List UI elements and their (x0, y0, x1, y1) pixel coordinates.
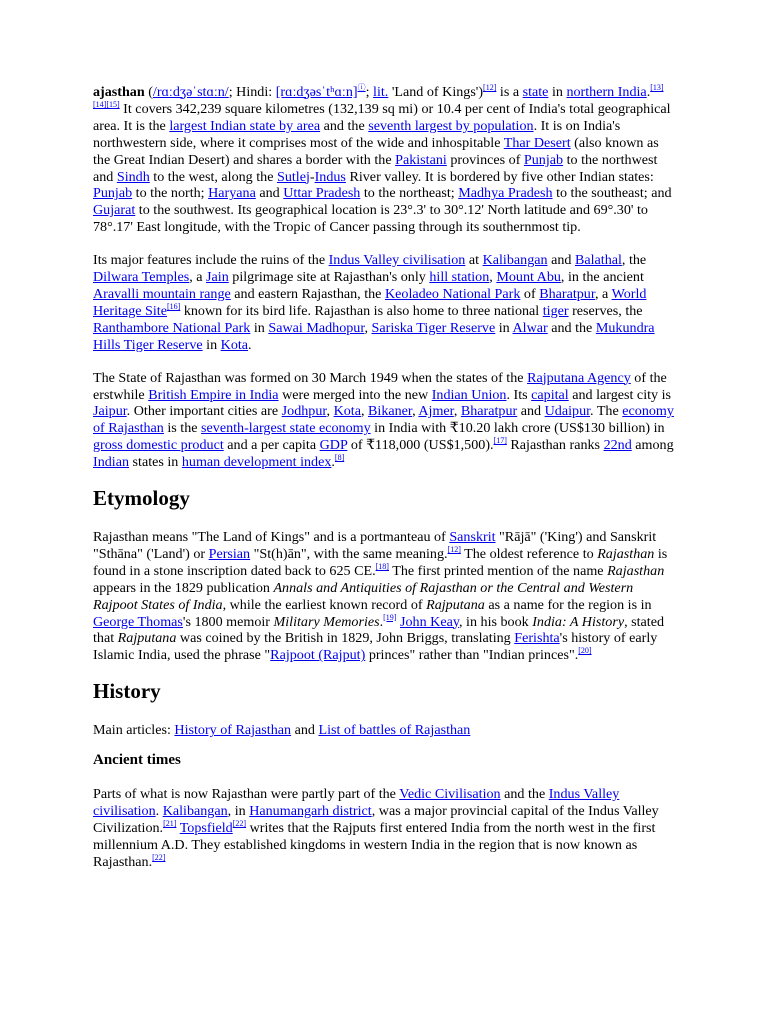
link-northern-india[interactable]: northern India (566, 84, 647, 100)
lead-paragraph (93, 84, 675, 236)
link-mount-abu[interactable]: Mount Abu (496, 269, 561, 286)
citation-link[interactable]: [20] (578, 646, 592, 656)
link-thar-desert[interactable]: Thar Desert (503, 134, 571, 151)
text: is the (163, 420, 202, 437)
link-balathal[interactable]: Balathal (574, 252, 622, 269)
link-gdp[interactable]: GDP (319, 437, 348, 454)
link-tiger[interactable]: tiger (542, 302, 569, 319)
text: - (309, 168, 315, 185)
italic-text: Rajputana (117, 630, 177, 647)
text: of (520, 285, 540, 302)
text: Rajasthan ranks (506, 437, 604, 454)
link-keoladeo[interactable]: Keoladeo National Park (384, 285, 521, 302)
text: (also known as the Great Indian Desert) and shares a border with the (93, 134, 659, 168)
link-sawai-madhopur[interactable]: Sawai Madhopur (268, 319, 365, 336)
italic-text: Rajasthan (607, 562, 665, 579)
text: among (631, 437, 674, 454)
text: is a (496, 84, 523, 100)
link-haryana[interactable]: Haryana (208, 185, 256, 202)
text: , (412, 403, 419, 420)
italic-text: Rajputana (426, 596, 485, 613)
link-aravalli[interactable]: Aravalli mountain range (93, 285, 231, 302)
text: and eastern Rajasthan, the (230, 285, 385, 302)
citation-link[interactable]: [21] (163, 819, 177, 828)
link-indus-valley[interactable]: Indus Valley civilisation (328, 252, 466, 269)
hindi-ipa-link[interactable]: [rɑːdʒəsˈtʰɑːn] (275, 84, 358, 100)
text: , (326, 403, 334, 420)
text: at (465, 252, 483, 269)
text: states in (129, 454, 182, 471)
text: . Other important cities are (126, 403, 282, 420)
heading-etymology: Etymology (93, 486, 190, 511)
link-indian-union[interactable]: Indian Union (431, 386, 507, 403)
text: and (517, 403, 545, 420)
text: The oldest reference to (460, 545, 598, 562)
text: were merged into the new (278, 386, 432, 403)
text: Its major features include the ruins of the (93, 252, 329, 269)
text: , stated that (93, 613, 664, 647)
text: , (489, 269, 497, 286)
text: The first printed mention of the name (388, 562, 608, 579)
text: Main articles: (93, 722, 175, 739)
text: pilgrimage site at Rajasthan's only (228, 269, 430, 286)
link-ranthambore[interactable]: Ranthambore National Park (93, 319, 251, 336)
text: as a name for the region is in (484, 596, 652, 613)
text: writes that the Rajputs first entered India from the north west in the first millennium A.D. They established kingdoms in western India in the region that is now known as Rajasthan. (93, 820, 656, 870)
link-persian[interactable]: Persian (208, 545, 251, 562)
text: , (364, 319, 372, 336)
text: and the (320, 117, 369, 134)
ancient-paragraph (93, 786, 675, 871)
citation-link[interactable]: [22] (232, 819, 247, 828)
text: in (202, 336, 221, 353)
text: . It is on India's northwestern side, where it comprises most of the wide and inhospitable (93, 117, 621, 151)
text: to the west, along the (149, 168, 277, 185)
text: , (360, 403, 369, 420)
text: 's history of early Islamic India, used the phrase " (93, 630, 658, 664)
link-jaipur[interactable]: Jaipur (93, 403, 127, 420)
citation-link[interactable]: [22] (152, 852, 166, 862)
text: , (453, 403, 461, 420)
link-22nd[interactable]: 22nd (603, 437, 632, 454)
link-george-thomas[interactable]: George Thomas (93, 613, 183, 630)
citation-link[interactable]: [19] (383, 612, 397, 622)
text: and the (547, 319, 596, 336)
text: , in (227, 803, 250, 820)
text: in (548, 84, 567, 100)
text: 'Land of Kings') (388, 84, 484, 100)
link-kota-city[interactable]: Kota (333, 403, 361, 420)
text: . (646, 84, 651, 100)
text: ( (144, 84, 153, 100)
text: provinces of (446, 151, 524, 168)
text: of the erstwhile (93, 369, 667, 403)
link-bharatpur-city[interactable]: Bharatpur (460, 403, 518, 420)
link-literally[interactable]: lit. (373, 84, 389, 100)
text: . (248, 336, 252, 353)
text: . The (590, 403, 623, 420)
link-sutlej[interactable]: Sutlej (277, 168, 310, 185)
text: It covers 342,239 square kilometres (132,139 sq mi) or 10.4 per cent of India's total geographical area. It is the (93, 100, 671, 134)
link-ajmer[interactable]: Ajmer (418, 403, 454, 420)
citation-link[interactable]: [17] (493, 436, 507, 446)
link-hdi[interactable]: human development index (181, 454, 332, 471)
link-mukundra[interactable]: Mukundra Hills Tiger Reserve (93, 319, 655, 353)
link-alwar[interactable]: Alwar (512, 319, 548, 336)
link-bharatpur[interactable]: Bharatpur (539, 285, 595, 302)
citation-link[interactable]: [16] (166, 301, 181, 311)
link-uttar-pradesh[interactable]: Uttar Pradesh (283, 185, 361, 202)
link-john-keay[interactable]: John Keay (400, 613, 459, 630)
text: in (250, 319, 269, 336)
link-british-empire[interactable]: British Empire in India (148, 386, 279, 403)
link-topsfield[interactable]: Topsfield (179, 820, 233, 836)
link-indus[interactable]: Indus (314, 168, 346, 185)
heading-history: History (93, 679, 161, 704)
text: , a (594, 285, 612, 302)
link-sariska[interactable]: Sariska Tiger Reserve (371, 319, 496, 336)
link-rajputana-agency[interactable]: Rajputana Agency (527, 369, 631, 386)
text: River valley. It is bordered by five other Indian states: (345, 168, 654, 185)
link-ferishta[interactable]: Ferishta (514, 630, 560, 647)
link-vedic[interactable]: Vedic Civilisation (399, 786, 501, 803)
citation-link[interactable]: [13][14][15] (93, 83, 664, 109)
text: to the northeast; (360, 185, 459, 202)
citation-link[interactable]: [12] (483, 83, 497, 92)
text: . Its (506, 386, 532, 403)
text: , the (621, 252, 647, 269)
etymology-paragraph (93, 529, 675, 664)
text: reserves, the (568, 302, 643, 319)
text: and the (500, 786, 549, 803)
text: ; Hindi: (228, 84, 276, 100)
link-history-of-rajasthan[interactable]: History of Rajasthan (174, 722, 292, 739)
audio-icon[interactable]: ⓘ (357, 83, 366, 92)
main-articles-note (93, 722, 675, 739)
italic-text: Military Memories (273, 613, 380, 630)
features-paragraph (93, 252, 675, 353)
text: , a (189, 269, 207, 286)
link-kota[interactable]: Kota (220, 336, 249, 353)
text: ; (365, 84, 374, 100)
link-pakistani[interactable]: Pakistani (395, 151, 447, 168)
link-hill-station[interactable]: hill station (429, 269, 490, 286)
link-indus-valley-civ[interactable]: Indus Valley civilisation (93, 786, 620, 820)
link-kalibangan-ancient[interactable]: Kalibangan (162, 803, 228, 820)
link-punjab-india[interactable]: Punjab (93, 185, 133, 202)
link-world-heritage[interactable]: World Heritage Site (93, 285, 647, 319)
link-jain[interactable]: Jain (206, 269, 229, 286)
text: "Rājā" ('King') and Sanskrit "Sthāna" ('Land') or (93, 529, 657, 562)
link-state[interactable]: state (522, 84, 549, 100)
link-list-of-battles[interactable]: List of battles of Rajasthan (318, 722, 471, 739)
link-udaipur[interactable]: Udaipur (544, 403, 591, 420)
ipa-link[interactable]: /rɑːdʒəˈstɑːn/ (152, 84, 229, 100)
text: appears in the 1829 publication (93, 579, 274, 596)
text: . (379, 613, 384, 630)
article-title-word: ajasthan (93, 84, 145, 100)
link-economy[interactable]: economy of Rajasthan (93, 403, 674, 437)
text: to the north; (132, 185, 209, 202)
link-gujarat[interactable]: Gujarat (93, 202, 136, 219)
article-body (93, 84, 675, 871)
link-dilwara[interactable]: Dilwara Temples (93, 269, 190, 286)
link-sindh[interactable]: Sindh (116, 168, 150, 185)
link-seventh-largest[interactable]: seventh largest by population (368, 117, 534, 134)
text: in (495, 319, 513, 336)
formation-paragraph (93, 370, 675, 471)
text: to the southwest. Its geographical location is 23°.3' to 30°.12' North latitude and 69°.30' to 78°.17' East longitude, with the Tropic of Cancer passing through its southernmost tip. (93, 202, 648, 236)
link-madhya-pradesh[interactable]: Madhya Pradesh (458, 185, 553, 202)
italic-text: Rajasthan (597, 545, 655, 562)
text: 's 1800 memoir (182, 613, 274, 630)
link-kalibangan[interactable]: Kalibangan (482, 252, 548, 269)
citation-link[interactable]: [18] (375, 561, 389, 571)
text: "St(h)ān", with the same meaning. (250, 545, 448, 562)
text: was coined by the British in 1829, John Briggs, translating (176, 630, 515, 647)
text: of ₹118,000 (US$1,500). (347, 437, 494, 454)
text: . (155, 803, 163, 820)
text: to the southeast; and (552, 185, 672, 202)
text: , in the ancient (560, 269, 644, 286)
link-hanumangarh[interactable]: Hanumangarh district (249, 803, 372, 820)
text: in India with ₹10.20 lakh crore (US$130 billion) in (370, 420, 665, 437)
text: , was a major provincial capital of the Indus Valley Civilization. (93, 803, 659, 836)
link-state-economy[interactable]: seventh-largest state economy (201, 420, 371, 437)
text: princes" rather than "Indian princes". (365, 647, 579, 664)
text: and largest city is (568, 386, 671, 403)
link-rajpoot[interactable]: Rajpoot (Rajput) (270, 647, 366, 664)
text: and (255, 185, 284, 202)
text: , in his book (458, 613, 533, 630)
link-largest-state[interactable]: largest Indian state by area (169, 117, 321, 134)
italic-text: India: A History (532, 613, 625, 630)
link-gdp-full[interactable]: gross domestic product (93, 437, 224, 454)
citation-link[interactable]: [8] (334, 453, 345, 463)
text: Rajasthan means "The Land of Kings" and is a portmanteau of (93, 529, 450, 546)
link-capital[interactable]: capital (531, 386, 569, 403)
link-punjab[interactable]: Punjab (523, 151, 564, 168)
citation-link[interactable]: [12] (447, 544, 461, 554)
text: known for its bird life. Rajasthan is also home to three national (180, 302, 543, 319)
link-jodhpur[interactable]: Jodhpur (281, 403, 327, 420)
link-bikaner[interactable]: Bikaner (368, 403, 413, 420)
link-sanskrit[interactable]: Sanskrit (449, 529, 496, 546)
text: and (547, 252, 575, 269)
text: , while the earliest known record of (222, 596, 427, 613)
italic-text: Annals and Antiquities of Rajasthan or the Central and Western Rajpoot States of India (93, 579, 634, 613)
text: to the northwest and (93, 151, 658, 185)
heading-ancient-times: Ancient times (93, 752, 181, 769)
text: . (331, 454, 335, 471)
text: is found in a stone inscription dated back to 625 CE. (93, 545, 668, 579)
text: and (291, 722, 319, 739)
text: The State of Rajasthan was formed on 30 March 1949 when the states of the (93, 369, 528, 386)
text: Parts of what is now Rajasthan were partly part of the (93, 786, 400, 803)
text: and a per capita (223, 437, 320, 454)
link-indian[interactable]: Indian (93, 454, 130, 471)
